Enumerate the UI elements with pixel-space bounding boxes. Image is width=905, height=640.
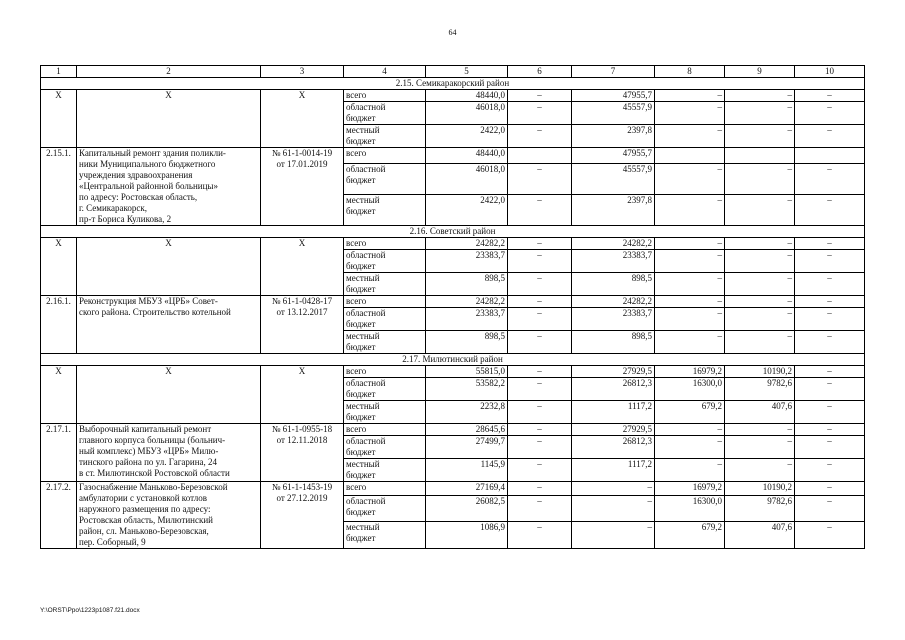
column-header: 10 bbox=[795, 66, 865, 78]
amount-cell: 24282,2 bbox=[572, 296, 655, 308]
table-row bbox=[41, 238, 865, 250]
amount-cell: 26812,3 bbox=[572, 436, 655, 459]
amount-cell: – bbox=[725, 331, 795, 354]
amount-cell: 1117,2 bbox=[572, 401, 655, 424]
amount-total-cell: 46018,0 bbox=[426, 164, 508, 195]
item-name: Х bbox=[77, 366, 261, 424]
column-header: 4 bbox=[344, 66, 426, 78]
amount-cell: – bbox=[795, 195, 865, 226]
amount-cell bbox=[655, 148, 725, 164]
amount-cell: – bbox=[655, 273, 725, 296]
amount-cell: – bbox=[795, 308, 865, 331]
amount-cell: 45557,9 bbox=[572, 164, 655, 195]
amount-cell: – bbox=[655, 424, 725, 436]
section-title-row bbox=[41, 354, 865, 366]
amount-total-cell: 26082,5 bbox=[426, 495, 508, 522]
amount-cell: – bbox=[655, 238, 725, 250]
funding-source-label: местный бюджет bbox=[344, 195, 426, 226]
amount-total-cell: 53582,2 bbox=[426, 378, 508, 401]
item-name: Х bbox=[77, 238, 261, 296]
amount-cell: 27929,5 bbox=[572, 424, 655, 436]
column-header: 2 bbox=[77, 66, 261, 78]
amount-total-cell: 2232,8 bbox=[426, 401, 508, 424]
footer-file-path: Y:\ORST\Ppo\1223p1087.f21.docx bbox=[40, 607, 140, 614]
amount-cell: – bbox=[655, 296, 725, 308]
funding-source-label: всего bbox=[344, 90, 426, 102]
amount-cell: – bbox=[795, 250, 865, 273]
amount-cell: – bbox=[655, 90, 725, 102]
table-row bbox=[41, 424, 865, 436]
amount-total-cell: 27499,7 bbox=[426, 436, 508, 459]
amount-cell: 2397,8 bbox=[572, 195, 655, 226]
amount-cell: – bbox=[655, 125, 725, 148]
amount-cell: – bbox=[508, 378, 572, 401]
amount-cell: 679,2 bbox=[655, 522, 725, 549]
amount-total-cell: 27169,4 bbox=[426, 482, 508, 496]
amount-cell: – bbox=[508, 296, 572, 308]
item-document: № 61-1-1453-19 от 27.12.2019 bbox=[261, 482, 344, 549]
amount-cell: 23383,7 bbox=[572, 308, 655, 331]
amount-cell: – bbox=[508, 250, 572, 273]
funding-source-label: всего bbox=[344, 148, 426, 164]
amount-cell: 10190,2 bbox=[725, 366, 795, 378]
amount-cell: – bbox=[795, 522, 865, 549]
amount-cell: 679,2 bbox=[655, 401, 725, 424]
amount-cell: 9782,6 bbox=[725, 495, 795, 522]
item-name: Реконструкция МБУЗ «ЦРБ» Совет- ского района. Строительство котельной bbox=[77, 296, 261, 354]
amount-total-cell: 28645,6 bbox=[426, 424, 508, 436]
funding-source-label: местный бюджет bbox=[344, 125, 426, 148]
column-header: 3 bbox=[261, 66, 344, 78]
amount-cell: – bbox=[795, 366, 865, 378]
column-header: 1 bbox=[41, 66, 77, 78]
amount-cell: – bbox=[572, 482, 655, 496]
amount-cell: – bbox=[795, 424, 865, 436]
funding-source-label: областной бюджет bbox=[344, 436, 426, 459]
column-header: 7 bbox=[572, 66, 655, 78]
amount-cell: – bbox=[655, 308, 725, 331]
amount-total-cell: 1145,9 bbox=[426, 459, 508, 482]
amount-cell: – bbox=[795, 102, 865, 125]
amount-total-cell: 46018,0 bbox=[426, 102, 508, 125]
amount-total-cell: 23383,7 bbox=[426, 250, 508, 273]
amount-cell: – bbox=[508, 495, 572, 522]
amount-cell: – bbox=[508, 90, 572, 102]
amount-cell: – bbox=[508, 436, 572, 459]
amount-cell: – bbox=[725, 102, 795, 125]
amount-total-cell: 898,5 bbox=[426, 273, 508, 296]
amount-cell: – bbox=[655, 195, 725, 226]
amount-cell: 898,5 bbox=[572, 331, 655, 354]
amount-cell: – bbox=[508, 308, 572, 331]
amount-cell: – bbox=[508, 401, 572, 424]
amount-cell: 16300,0 bbox=[655, 495, 725, 522]
funding-source-label: областной бюджет bbox=[344, 308, 426, 331]
amount-total-cell: 898,5 bbox=[426, 331, 508, 354]
item-name: Выборочный капитальный ремонт главного корпуса больницы (больнич- ный комплекс) МБУЗ «ЦРБ» Милю- тинского района по ул. Гагарина, 24 в ст. Милютинской Ростовской области bbox=[77, 424, 261, 482]
amount-cell: 407,6 bbox=[725, 522, 795, 549]
amount-cell: – bbox=[508, 195, 572, 226]
amount-cell: 1117,2 bbox=[572, 459, 655, 482]
funding-source-label: местный бюджет bbox=[344, 273, 426, 296]
amount-cell: – bbox=[508, 102, 572, 125]
item-document: № 61-1-0014-19 от 17.01.2019 bbox=[261, 148, 344, 226]
amount-cell: – bbox=[725, 250, 795, 273]
amount-total-cell: 55815,0 bbox=[426, 366, 508, 378]
funding-source-label: всего bbox=[344, 482, 426, 496]
amount-cell: – bbox=[655, 436, 725, 459]
section-title: 2.17. Милютинский район bbox=[41, 354, 865, 366]
amount-cell: – bbox=[795, 495, 865, 522]
item-name: Капитальный ремонт здания поликли- ники Муниципального бюджетного учреждения здравоохранения «Центральной районной больницы» по адресу: Ростовская область, г. Семикаракорск, пр-т Бориса Куликова, 2 bbox=[77, 148, 261, 226]
funding-source-label: областной бюджет bbox=[344, 495, 426, 522]
item-number: 2.15.1. bbox=[41, 148, 77, 226]
funding-source-label: всего bbox=[344, 238, 426, 250]
table-row bbox=[41, 296, 865, 308]
column-header: 8 bbox=[655, 66, 725, 78]
table-row bbox=[41, 148, 865, 164]
section-title: 2.15. Семикаракорский район bbox=[41, 78, 865, 90]
item-name: Газоснабжение Маньково-Березовской амбулатории с установкой котлов наружного размещения по адресу: Ростовская область, Милютинский район, сл. Маньково-Березовская, пер. Соборный, 9 bbox=[77, 482, 261, 549]
amount-cell: – bbox=[655, 164, 725, 195]
amount-cell: – bbox=[572, 522, 655, 549]
funding-source-label: всего bbox=[344, 296, 426, 308]
amount-cell: – bbox=[795, 125, 865, 148]
amount-cell: – bbox=[725, 125, 795, 148]
amount-cell: 10190,2 bbox=[725, 482, 795, 496]
section-title-row bbox=[41, 78, 865, 90]
budget-table bbox=[40, 65, 865, 549]
amount-cell: – bbox=[795, 459, 865, 482]
amount-cell: 898,5 bbox=[572, 273, 655, 296]
item-number: 2.17.1. bbox=[41, 424, 77, 482]
amount-cell: – bbox=[655, 459, 725, 482]
amount-cell: – bbox=[725, 238, 795, 250]
item-number: Х bbox=[41, 90, 77, 148]
amount-cell: 23383,7 bbox=[572, 250, 655, 273]
funding-source-label: областной бюджет bbox=[344, 164, 426, 195]
amount-cell: – bbox=[725, 273, 795, 296]
column-number-row bbox=[41, 66, 865, 78]
table-row bbox=[41, 482, 865, 496]
item-document: Х bbox=[261, 366, 344, 424]
amount-total-cell: 2422,0 bbox=[426, 195, 508, 226]
amount-cell: – bbox=[508, 273, 572, 296]
amount-cell: – bbox=[508, 125, 572, 148]
amount-cell: – bbox=[508, 459, 572, 482]
amount-cell: – bbox=[795, 273, 865, 296]
amount-cell: – bbox=[725, 308, 795, 331]
column-header: 6 bbox=[508, 66, 572, 78]
item-number: Х bbox=[41, 238, 77, 296]
item-name: Х bbox=[77, 90, 261, 148]
amount-total-cell: 48440,0 bbox=[426, 148, 508, 164]
amount-cell: – bbox=[508, 482, 572, 496]
amount-cell: – bbox=[508, 238, 572, 250]
amount-cell: – bbox=[655, 102, 725, 125]
amount-cell: – bbox=[725, 90, 795, 102]
funding-source-label: местный бюджет bbox=[344, 401, 426, 424]
amount-cell: – bbox=[508, 424, 572, 436]
amount-total-cell: 24282,2 bbox=[426, 296, 508, 308]
amount-cell: – bbox=[572, 495, 655, 522]
amount-cell: – bbox=[795, 401, 865, 424]
column-header: 9 bbox=[725, 66, 795, 78]
amount-cell: – bbox=[508, 331, 572, 354]
table-row bbox=[41, 90, 865, 102]
amount-total-cell: 23383,7 bbox=[426, 308, 508, 331]
amount-cell: – bbox=[725, 296, 795, 308]
funding-source-label: областной бюджет bbox=[344, 250, 426, 273]
amount-cell: – bbox=[508, 522, 572, 549]
amount-total-cell: 1086,9 bbox=[426, 522, 508, 549]
section-title: 2.16. Советский район bbox=[41, 226, 865, 238]
amount-total-cell: 2422,0 bbox=[426, 125, 508, 148]
amount-cell: – bbox=[508, 366, 572, 378]
item-document: № 61-1-0428-17 от 13.12.2017 bbox=[261, 296, 344, 354]
amount-cell: – bbox=[725, 436, 795, 459]
amount-cell: – bbox=[655, 331, 725, 354]
amount-cell: 2397,8 bbox=[572, 125, 655, 148]
amount-cell: – bbox=[508, 164, 572, 195]
page-number: 64 bbox=[448, 28, 457, 37]
item-number: 2.17.2. bbox=[41, 482, 77, 549]
funding-source-label: всего bbox=[344, 366, 426, 378]
item-document: № 61-1-0955-18 от 12.11.2018 bbox=[261, 424, 344, 482]
section-title-row bbox=[41, 226, 865, 238]
amount-cell: – bbox=[725, 195, 795, 226]
amount-cell: 47955,7 bbox=[572, 148, 655, 164]
amount-cell: – bbox=[725, 424, 795, 436]
funding-source-label: местный бюджет bbox=[344, 459, 426, 482]
item-document: Х bbox=[261, 238, 344, 296]
amount-total-cell: 48440,0 bbox=[426, 90, 508, 102]
amount-cell: 26812,3 bbox=[572, 378, 655, 401]
amount-cell: – bbox=[795, 90, 865, 102]
funding-source-label: областной бюджет bbox=[344, 102, 426, 125]
amount-cell: – bbox=[795, 296, 865, 308]
funding-source-label: всего bbox=[344, 424, 426, 436]
amount-cell: 16979,2 bbox=[655, 366, 725, 378]
amount-cell: 27929,5 bbox=[572, 366, 655, 378]
amount-cell: – bbox=[795, 436, 865, 459]
item-number: 2.16.1. bbox=[41, 296, 77, 354]
table-row bbox=[41, 366, 865, 378]
amount-cell: – bbox=[795, 331, 865, 354]
funding-source-label: местный бюджет bbox=[344, 331, 426, 354]
amount-cell: 16979,2 bbox=[655, 482, 725, 496]
amount-total-cell: 24282,2 bbox=[426, 238, 508, 250]
item-number: Х bbox=[41, 366, 77, 424]
amount-cell: – bbox=[795, 378, 865, 401]
column-header: 5 bbox=[426, 66, 508, 78]
amount-cell: 47955,7 bbox=[572, 90, 655, 102]
funding-source-label: местный бюджет bbox=[344, 522, 426, 549]
amount-cell: – bbox=[795, 164, 865, 195]
amount-cell: – bbox=[725, 164, 795, 195]
amount-cell bbox=[508, 148, 572, 164]
funding-source-label: областной бюджет bbox=[344, 378, 426, 401]
amount-cell: – bbox=[655, 250, 725, 273]
amount-cell: 16300,0 bbox=[655, 378, 725, 401]
amount-cell: 45557,9 bbox=[572, 102, 655, 125]
amount-cell: 407,6 bbox=[725, 401, 795, 424]
amount-cell: – bbox=[795, 482, 865, 496]
amount-cell: 24282,2 bbox=[572, 238, 655, 250]
item-document: Х bbox=[261, 90, 344, 148]
amount-cell: – bbox=[725, 459, 795, 482]
amount-cell: – bbox=[795, 238, 865, 250]
amount-cell bbox=[795, 148, 865, 164]
amount-cell: 9782,6 bbox=[725, 378, 795, 401]
amount-cell bbox=[725, 148, 795, 164]
